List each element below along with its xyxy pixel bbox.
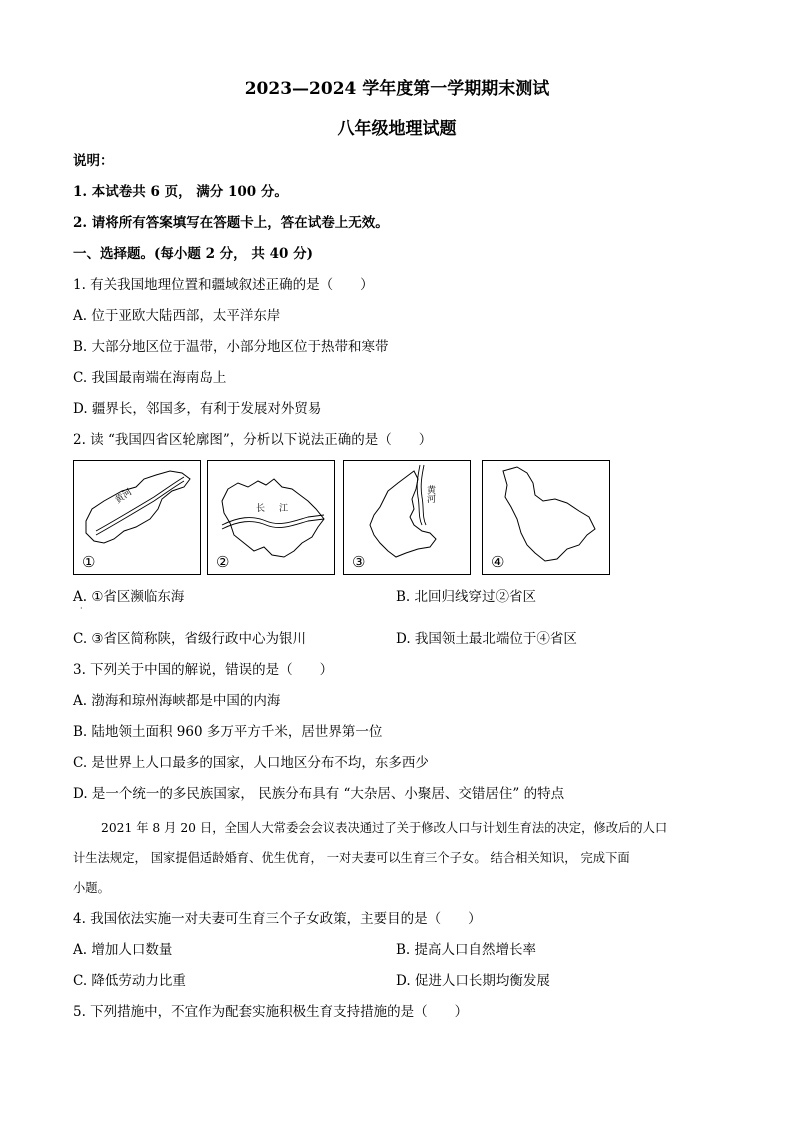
map-3-river-label: 黄河: [425, 485, 435, 503]
map-2-river-label: 长江: [256, 504, 303, 514]
q1-option-b: B. 大部分地区位于温带，小部分地区位于热带和寒带: [73, 339, 389, 355]
notes-label: 说明：: [73, 153, 114, 169]
map-panel-3: [343, 460, 471, 575]
q2-stem: 2. 读 “我国四省区轮廓图”，分析以下说法正确的是（ ）: [73, 432, 433, 448]
passage-line-2: 计生法规定， 国家提倡适龄婚育、优生优育， 一对夫妻可以生育三个子女。 结合相关知识， 完成下面: [73, 851, 630, 865]
notes-item-1: 1. 本试卷共 6 页， 满分 100 分。: [73, 184, 288, 200]
q1-option-c: C. 我国最南端在海南岛上: [73, 370, 227, 386]
q3-option-b: B. 陆地领土面积 960 多万平方千米，居世界第一位: [73, 724, 383, 740]
passage-line-3: 小题。: [73, 881, 110, 895]
q2-option-d: D. 我国领土最北端位于④省区: [396, 631, 577, 647]
map-4-number: ④: [491, 553, 505, 571]
section-heading: 一、选择题。(每小题 2 分， 共 40 分): [73, 246, 313, 262]
q1-stem: 1. 有关我国地理位置和疆域叙述正确的是（ ）: [73, 277, 374, 293]
q4-option-c: C. 降低劳动力比重: [73, 973, 186, 989]
q2-option-a: A. ①省区濒临东海: [73, 589, 185, 605]
stray-dot: ·: [80, 604, 83, 613]
q4-option-a: A. 增加人口数量: [73, 942, 173, 958]
q4-stem: 4. 我国依法实施一对夫妻可生育三个子女政策，主要目的是（ ）: [73, 911, 482, 927]
map-panel-2: [207, 460, 335, 575]
exam-title: 2023—2024 学年度第一学期期末测试: [244, 79, 550, 99]
map-1-river-label: 黄河: [113, 487, 135, 506]
q3-option-d: D. 是一个统一的多民族国家， 民族分布具有 “大杂居、小聚居、交错居住” 的特点: [73, 786, 565, 802]
q1-option-d: D. 疆界长，邻国多，有利于发展对外贸易: [73, 401, 322, 417]
q3-option-a: A. 渤海和琼州海峡都是中国的内海: [73, 693, 281, 709]
q4-option-d: D. 促进人口长期均衡发展: [396, 973, 550, 989]
map-1-number: ①: [82, 553, 96, 571]
notes-item-2: 2. 请将所有答案填写在答题卡上，答在试卷上无效。: [73, 215, 389, 231]
q2-option-b: B. 北回归线穿过②省区: [396, 589, 537, 605]
passage-line-1: 2021 年 8 月 20 日，全国人大常委会会议表决通过了关于修改人口与计划生育法的决定，修改后的人口: [101, 821, 668, 835]
q3-stem: 3. 下列关于中国的解说，错误的是（ ）: [73, 662, 334, 678]
map-2-number: ②: [216, 553, 230, 571]
q2-option-c: C. ③省区简称陕，省级行政中心为银川: [73, 631, 307, 647]
q1-option-a: A. 位于亚欧大陆西部，太平洋东岸: [73, 308, 281, 324]
q5-stem: 5. 下列措施中，不宜作为配套实施积极生育支持措施的是（ ）: [73, 1004, 469, 1020]
q3-option-c: C. 是世界上人口最多的国家，人口地区分布不均，东多西少: [73, 755, 429, 771]
map-panel-4: [482, 460, 610, 575]
q4-option-b: B. 提高人口自然增长率: [396, 942, 537, 958]
map-panel-1: [73, 460, 201, 575]
map-3-number: ③: [352, 553, 366, 571]
exam-subtitle: 八年级地理试题: [337, 119, 457, 139]
